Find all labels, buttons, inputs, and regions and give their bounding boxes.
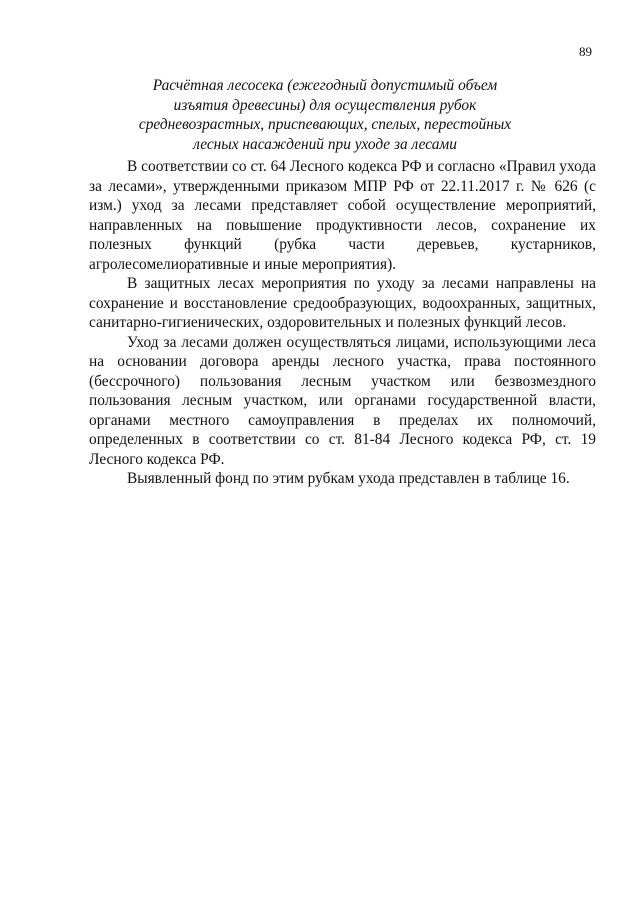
document-body bbox=[89, 157, 596, 489]
page-number: 89 bbox=[579, 44, 592, 59]
section-heading: Расчётная лесосека (ежегодный допустимый объем изъятия древесины) для осуществления рубок средневозрастных, приспевающих, спелых, перестойных лесных насаждений при уходе за лесами bbox=[138, 77, 512, 153]
paragraph-4: Выявленный фонд по этим рубкам ухода представлен в таблице 16. bbox=[127, 470, 570, 487]
paragraph-2: В защитных лесах мероприятия по уходу за лесами направлены на сохранение и восстановление средообразующих, водоохранных, защитных, санитарно-гигиенических, оздоровительных и полезных функций лесов. bbox=[89, 275, 596, 331]
paragraph-1: В соответствии со ст. 64 Лесного кодекса РФ и согласно «Правил ухода за лесами», утвержденными приказом МПР РФ от 22.11.2017 г. № 626 (с изм.) уход за лесами представляет собой осуществление мероприятий, направленных на повышение продуктивности лесов, сохранение их полезных функций (рубка части деревьев, кустарников, агролесомелиоративные и иные мероприятия). bbox=[89, 158, 596, 273]
paragraph-3: Уход за лесами должен осуществляться лицами, использующими леса на основании договора аренды лесного участка, права постоянного (бессрочного) пользования лесным участком или безвозмездного пользования лесным участком, или органами государственной власти, органами местного самоуправления в пределах их полномочий, определенных в соответствии со ст. 81-84 Лесного кодекса РФ, ст. 19 Лесного кодекса РФ. bbox=[89, 333, 596, 468]
